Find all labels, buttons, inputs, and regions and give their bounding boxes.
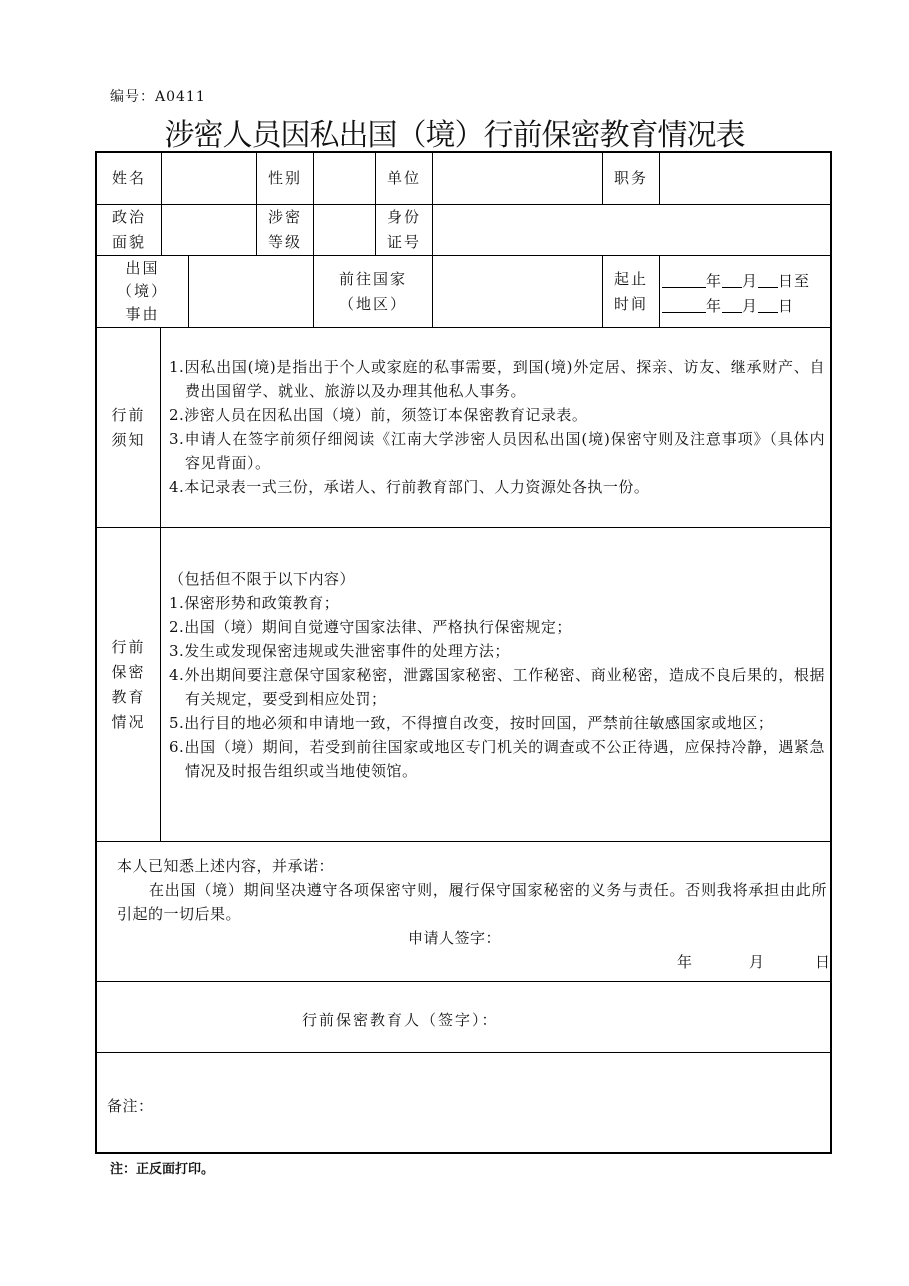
political-status-label-line: 面貌 bbox=[111, 233, 146, 251]
remarks-field[interactable] bbox=[157, 1073, 817, 1143]
classification-level-label-line: 等级 bbox=[267, 233, 302, 251]
trip-reason-label-line: 出国 bbox=[125, 259, 160, 277]
id-number-field[interactable] bbox=[433, 205, 830, 255]
start-date-field[interactable]: 年 月 日至 bbox=[662, 270, 810, 291]
education-status-label bbox=[97, 528, 160, 841]
classification-level-label-line: 涉密 bbox=[267, 208, 302, 226]
trip-reason-label bbox=[97, 256, 188, 327]
applicant-signature-label: 申请人签字： bbox=[408, 929, 502, 947]
education-intro: （包括但不限于以下内容） bbox=[169, 570, 356, 588]
trip-reason-label-line: 事由 bbox=[125, 305, 160, 323]
period-label-line: 时间 bbox=[613, 294, 648, 313]
unit-field[interactable] bbox=[433, 153, 602, 204]
row-divider bbox=[97, 527, 830, 528]
period-label bbox=[603, 256, 659, 327]
education-list bbox=[169, 567, 825, 783]
row-divider bbox=[97, 1052, 830, 1053]
trip-reason-label-line: （境） bbox=[116, 282, 168, 300]
destination-field[interactable] bbox=[433, 256, 602, 327]
education-item: 3.发生或发现保密违规或失泄密事件的处理方法； bbox=[169, 642, 510, 660]
print-footnote: 注：正反面打印。 bbox=[110, 1162, 215, 1177]
education-item: 1.保密形势和政策教育； bbox=[169, 594, 340, 612]
id-number-label bbox=[376, 205, 432, 255]
education-item: 4.外出期间要注意保守国家秘密，泄露国家秘密、工作秘密、商业秘密，造成不良后果的，根据有关规定，要受到相应处罚； bbox=[169, 666, 825, 708]
political-status-label-line: 政治 bbox=[111, 208, 146, 226]
remarks-label: 备注： bbox=[107, 1097, 154, 1115]
position-label: 职务 bbox=[613, 169, 648, 187]
education-label-line: 保密 bbox=[111, 662, 146, 681]
gender-label: 性别 bbox=[267, 169, 302, 187]
name-field[interactable] bbox=[162, 153, 256, 204]
gender-field[interactable] bbox=[314, 153, 375, 204]
period-label-line: 起止 bbox=[613, 269, 648, 288]
form-table bbox=[95, 151, 832, 1154]
name-label: 姓名 bbox=[111, 169, 146, 187]
page-title: 涉密人员因私出国（境）行前保密教育情况表 bbox=[164, 118, 745, 153]
id-number-label-line: 身份 bbox=[386, 208, 421, 226]
notice-item: 1.因私出国(境)是指出于个人或家庭的私事需要，到国(境)外定居、探亲、访友、继承财产、自费出国留学、就业、旅游以及办理其他私人事务。 bbox=[169, 358, 825, 400]
education-item: 5.出行目的地必须和申请地一致，不得擅自改变，按时回国，严禁前往敏感国家或地区； bbox=[169, 714, 774, 732]
education-item: 2.出国（境）期间自觉遵守国家法律、严格执行保密规定； bbox=[169, 618, 572, 636]
col-divider bbox=[160, 327, 161, 841]
political-status-label bbox=[97, 205, 161, 255]
notice-list bbox=[169, 355, 825, 499]
pledge-year: 年 bbox=[677, 953, 693, 971]
destination-label bbox=[314, 256, 432, 327]
destination-label-line: 前往国家 bbox=[338, 269, 407, 288]
end-date-field[interactable]: 年 月 日 bbox=[662, 295, 794, 316]
pledge-day: 日 bbox=[815, 953, 831, 971]
notice-label-line: 须知 bbox=[111, 430, 146, 449]
notice-item: 2.涉密人员在因私出国（境）前，须签订本保密教育记录表。 bbox=[169, 406, 588, 424]
education-item: 6.出国（境）期间，若受到前往国家或地区专门机关的调查或不公正待遇，应保持冷静，遇紧急情况及时报告组织或当地使领馆。 bbox=[169, 738, 825, 780]
applicant-signature-field[interactable] bbox=[502, 926, 662, 950]
pre-departure-notice-label bbox=[97, 328, 160, 527]
row-divider bbox=[97, 841, 830, 842]
pledge-intro: 本人已知悉上述内容，并承诺： bbox=[117, 857, 335, 875]
notice-label-line: 行前 bbox=[111, 405, 146, 424]
document-code-number: 编号：A0411 bbox=[110, 89, 206, 105]
notice-item: 3.申请人在签字前须仔细阅读《江南大学涉密人员因私出国(境)保密守则及注意事项》（具体内容见背面）。 bbox=[169, 430, 825, 472]
col-divider bbox=[659, 255, 660, 327]
education-label-line: 教育 bbox=[111, 687, 146, 706]
education-label-line: 行前 bbox=[111, 637, 146, 656]
notice-item: 4.本记录表一式三份，承诺人、行前教育部门、人力资源处各执一份。 bbox=[169, 478, 650, 496]
row-divider bbox=[97, 327, 830, 328]
pledge-month: 月 bbox=[749, 953, 765, 971]
political-status-field[interactable] bbox=[162, 205, 256, 255]
trip-reason-field[interactable] bbox=[189, 256, 313, 327]
classification-level-label bbox=[257, 205, 313, 255]
row-divider bbox=[97, 981, 830, 982]
classification-level-field[interactable] bbox=[314, 205, 375, 255]
pledge-text: 在出国（境）期间坚决遵守各项保密守则，履行保守国家秘密的义务与责任。否则我将承担由此所引起的一切后果。 bbox=[117, 881, 827, 923]
destination-label-line: （地区） bbox=[338, 294, 407, 313]
educator-signature-label: 行前保密教育人（签字）： bbox=[302, 1011, 499, 1029]
educator-signature-field[interactable] bbox=[517, 1008, 717, 1032]
id-number-label-line: 证号 bbox=[386, 233, 421, 251]
education-label-line: 情况 bbox=[111, 712, 146, 731]
unit-label: 单位 bbox=[386, 169, 421, 187]
position-field[interactable] bbox=[660, 153, 830, 204]
